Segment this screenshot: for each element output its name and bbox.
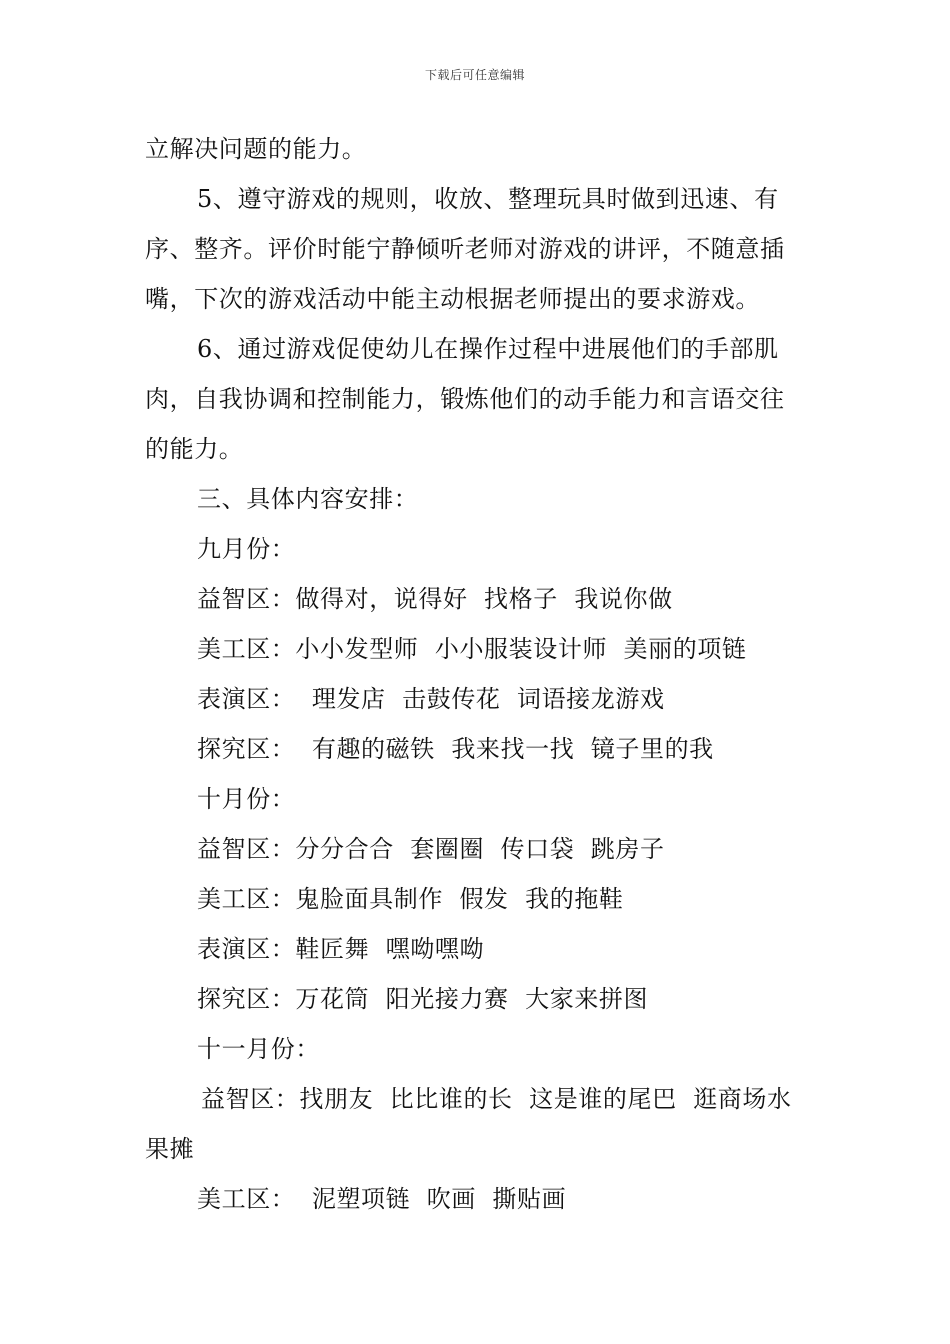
paragraph-continuation: 立解决问题的能力。	[145, 135, 367, 163]
activity-line: 益智区：做得对，说得好 找格子 我说你做	[197, 585, 673, 613]
paragraph-item-5: 5、遵守游戏的规则，收放、整理玩具时做到迅速、有序、整齐。评价时能宁静倾听老师对游戏的讲评，不随意插嘴，下次的游戏活动中能主动根据老师提出的要求游戏。	[145, 185, 785, 313]
activity-line: 益智区：分分合合 套圈圈 传口袋 跳房子	[197, 835, 665, 863]
page-header-note: 下载后可任意编辑	[424, 68, 525, 82]
activity-line: 表演区：鞋匠舞 嘿呦嘿呦	[197, 935, 485, 963]
month-heading-september: 九月份：	[197, 535, 296, 563]
activity-line: 探究区： 有趣的磁铁 我来找一找 镜子里的我	[197, 735, 714, 763]
month-heading-october: 十月份：	[197, 785, 296, 813]
activity-line: 美工区：鬼脸面具制作 假发 我的拖鞋	[197, 885, 624, 913]
month-heading-november: 十一月份：	[197, 1035, 320, 1063]
activity-line: 探究区：万花筒 阳光接力赛 大家来拼图	[197, 985, 649, 1013]
paragraph-item-6: 6、通过游戏促使幼儿在操作过程中进展他们的手部肌肉，自我协调和控制能力，锻炼他们的动手能力和言语交往的能力。	[145, 335, 785, 463]
document-body	[145, 124, 807, 1224]
activity-line: 表演区： 理发店 击鼓传花 词语接龙游戏	[197, 685, 665, 713]
activity-line: 美工区：小小发型师 小小服装设计师 美丽的项链	[197, 635, 747, 663]
section-heading: 三、具体内容安排：	[197, 485, 419, 513]
activity-line: 美工区： 泥塑项链 吹画 撕贴画	[197, 1185, 567, 1213]
activity-line: 益智区：找朋友 比比谁的长 这是谁的尾巴 逛商场水果摊	[145, 1085, 792, 1163]
